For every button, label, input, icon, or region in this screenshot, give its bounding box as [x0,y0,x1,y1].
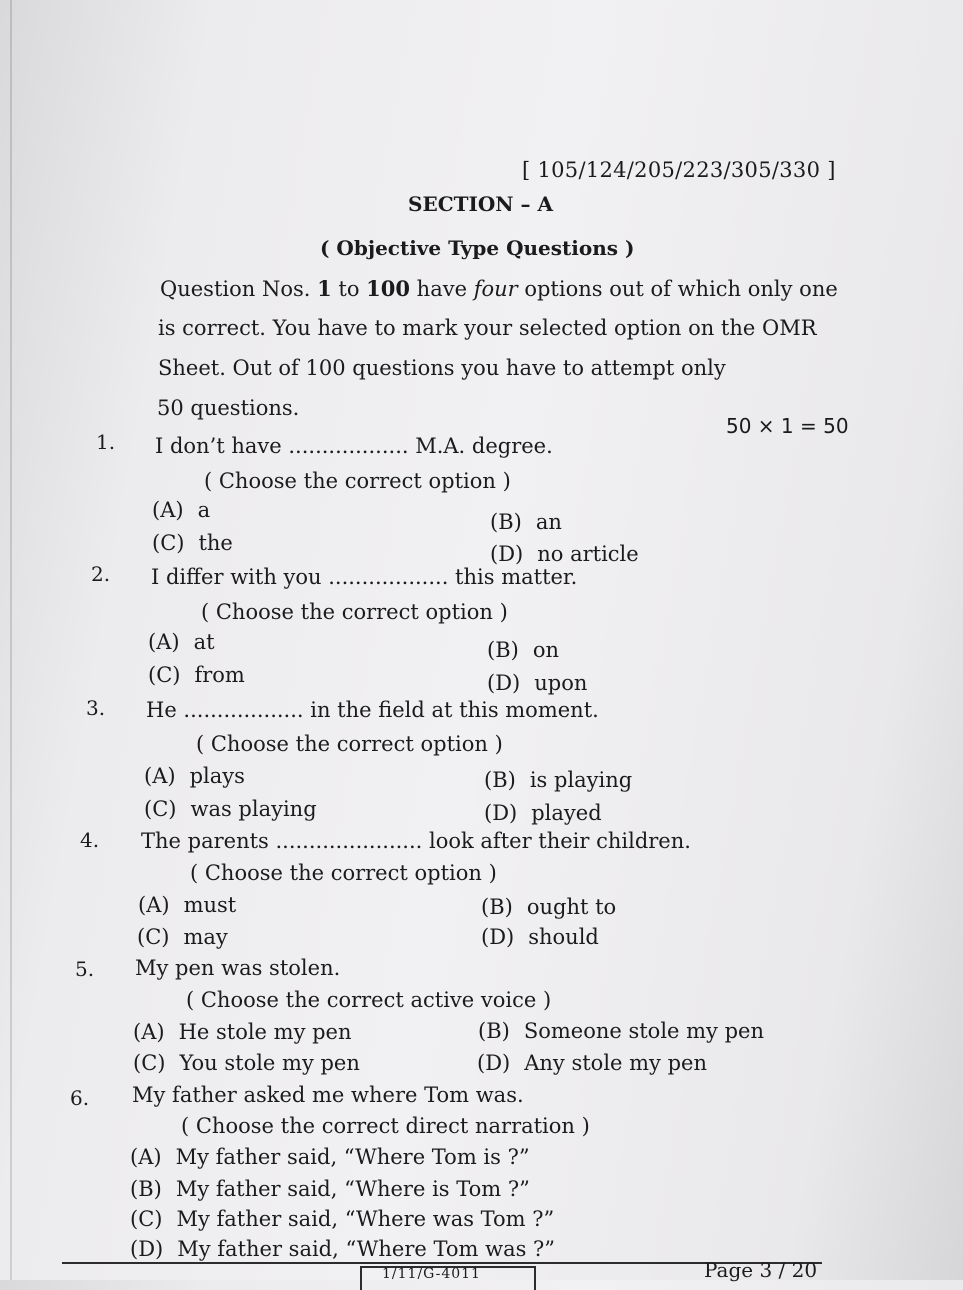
option-text: plays [189,764,245,788]
option-label: (A) [138,893,170,917]
intro-text: have [410,277,474,301]
footer-code: 1/11/G-4011 [382,1266,481,1282]
intro-line-1 [160,276,838,301]
intro-italic: four [473,277,518,301]
intro-bold: 1 [317,276,332,301]
question-number: 5. [75,957,95,981]
option-label: (C) [148,663,181,687]
section-heading: SECTION – A [408,192,553,216]
option-label: (C) [133,1051,166,1075]
option-text: My father said, “Where is Tom ?” [175,1177,530,1201]
intro-line-4: 50 questions. [157,396,300,420]
question-text: I don’t have .................. M.A. degree. [155,434,553,458]
question-instruction: ( Choose the correct option ) [190,861,497,885]
question-text: My father asked me where Tom was. [132,1083,524,1107]
intro-line-3: Sheet. Out of 100 questions you have to attempt only [158,356,726,380]
question-instruction: ( Choose the correct direct narration ) [181,1114,590,1138]
option-text: played [531,801,602,825]
question-instruction: ( Choose the correct option ) [204,469,511,493]
option-text: My father said, “Where Tom is ?” [175,1145,530,1169]
option-label: (D) [484,801,518,825]
question-instruction: ( Choose the correct option ) [201,600,508,624]
option-text: was playing [190,797,317,821]
question-instruction: ( Choose the correct option ) [196,732,503,756]
option-text: ought to [526,895,617,919]
option-text: should [528,925,599,949]
option-label: (D) [490,542,524,566]
option-label: (A) [152,498,184,522]
intro-text: Question Nos. [160,277,318,301]
option-text: must [183,893,237,917]
option-label: (C) [144,797,177,821]
option-d [490,542,639,566]
option-b [478,1019,764,1043]
option-text: My father said, “Where Tom was ?” [177,1237,556,1261]
question-number: 3. [86,696,106,720]
option-c [144,797,317,821]
option-d [481,925,599,949]
option-label: (B) [487,638,519,662]
question-number: 2. [91,562,111,586]
option-label: (A) [133,1020,165,1044]
option-c [130,1207,554,1231]
option-label: (D) [130,1237,164,1261]
option-label: (A) [130,1145,162,1169]
option-b [130,1177,530,1201]
option-a [130,1145,530,1169]
marks-scheme: 50 × 1 = 50 [726,414,849,438]
option-text: Any stole my pen [524,1051,707,1075]
option-c [148,663,245,687]
option-a [148,630,215,654]
option-d [477,1051,707,1075]
question-text: I differ with you .................. this matter. [151,565,578,589]
paper-fold-line [10,0,12,1280]
paper-code: [ 105/124/205/223/305/330 ] [522,158,836,182]
footer-code-box [360,1266,536,1290]
option-text: a [197,498,211,522]
option-text: at [193,630,215,654]
option-text: You stole my pen [179,1051,360,1075]
option-label: (C) [137,925,170,949]
question-instruction: ( Choose the correct active voice ) [186,988,552,1012]
option-text: on [532,638,559,662]
option-text: may [183,925,228,949]
intro-text: to [331,277,367,301]
option-b [487,638,559,662]
option-b [490,510,562,534]
option-b [484,768,632,792]
option-a [133,1020,352,1044]
option-label: (B) [478,1019,510,1043]
option-text: an [535,510,562,534]
question-text: He .................. in the field at this moment. [146,698,599,722]
option-label: (D) [487,671,521,695]
option-label: (A) [148,630,180,654]
question-text: My pen was stolen. [135,956,341,980]
option-a [144,764,245,788]
option-a [138,893,236,917]
section-subtitle: ( Objective Type Questions ) [320,236,635,260]
option-b [481,895,616,919]
option-label: (C) [130,1207,163,1231]
question-text: The parents ...................... look after their children. [141,829,691,853]
option-d [487,671,587,695]
option-text: My father said, “Where was Tom ?” [176,1207,555,1231]
option-text: is playing [529,768,633,792]
question-number: 6. [70,1086,90,1110]
option-d [130,1237,555,1261]
option-c [133,1051,360,1075]
option-text: Someone stole my pen [523,1019,764,1043]
option-label: (B) [130,1177,162,1201]
option-text: from [194,663,245,687]
page-number: Page 3 / 20 [704,1258,818,1282]
intro-line-2: is correct. You have to mark your selected option on the OMR [158,316,817,340]
option-label: (B) [481,895,513,919]
option-label: (D) [481,925,515,949]
option-text: no article [537,542,639,566]
option-c [152,531,233,555]
option-label: (A) [144,764,176,788]
option-label: (D) [477,1051,511,1075]
intro-bold: 100 [366,276,410,301]
question-number: 1. [96,430,116,454]
option-label: (B) [490,510,522,534]
option-text: He stole my pen [178,1020,352,1044]
option-text: the [198,531,233,555]
option-a [152,498,210,522]
option-d [484,801,602,825]
option-text: upon [534,671,588,695]
intro-text: options out of which only one [517,277,838,301]
question-number: 4. [80,828,100,852]
option-label: (B) [484,768,516,792]
option-c [137,925,228,949]
option-label: (C) [152,531,185,555]
